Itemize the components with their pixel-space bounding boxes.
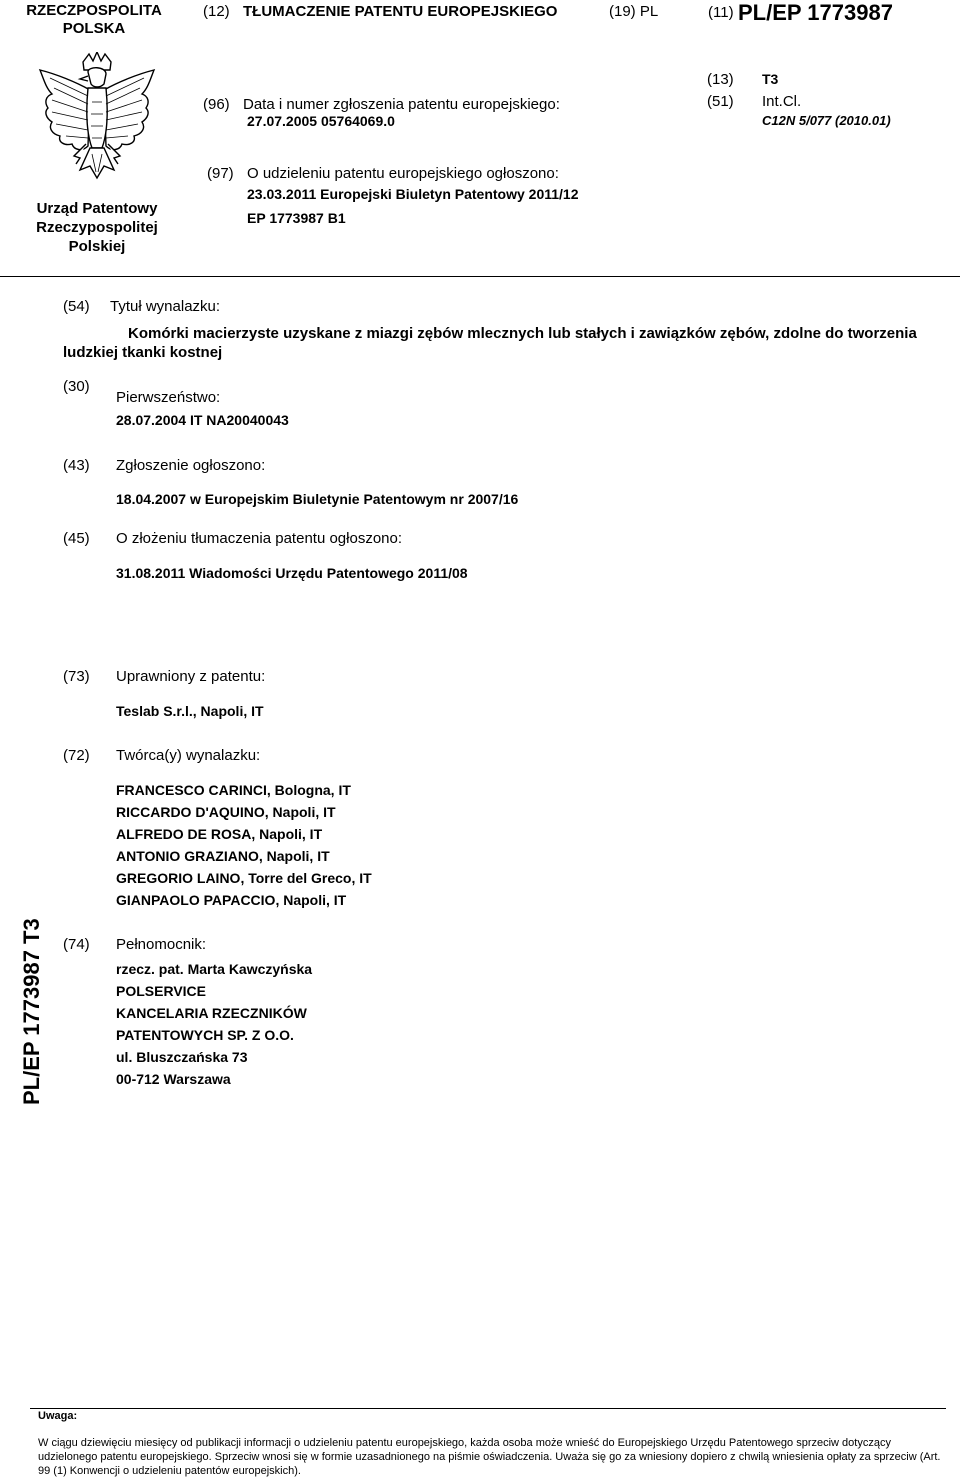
title-label: Tytuł wynalazku: <box>110 298 221 315</box>
list-item: ALFREDO DE ROSA, Napoli, IT <box>116 826 323 842</box>
document-type: TŁUMACZENIE PATENTU EUROPEJSKIEGO <box>243 3 558 20</box>
application-value: 27.07.2005 05764069.0 <box>247 113 395 129</box>
code-12: (12) <box>203 3 230 20</box>
footer-divider <box>30 1408 946 1409</box>
list-item: FRANCESCO CARINCI, Bologna, IT <box>116 782 351 798</box>
code-97: (97) <box>207 165 234 182</box>
kind-code: T3 <box>762 71 779 87</box>
translation-label: O złożeniu tłumaczenia patentu ogłoszono: <box>116 530 403 547</box>
code-72: (72) <box>63 747 90 764</box>
code-73: (73) <box>63 668 90 685</box>
list-item: GREGORIO LAINO, Torre del Greco, IT <box>116 870 372 886</box>
list-item: PATENTOWYCH SP. Z O.O. <box>116 1027 294 1043</box>
patent-office-name: Urząd Patentowy Rzeczypospolitej Polskiej <box>36 200 158 255</box>
code-43: (43) <box>63 457 90 474</box>
list-item: GIANPAOLO PAPACCIO, Napoli, IT <box>116 892 347 908</box>
country-name: RZECZPOSPOLITA POLSKA <box>26 2 162 37</box>
grant-value: 23.03.2011 Europejski Biuletyn Patentowy 2011/12 <box>247 186 579 202</box>
code-96: (96) <box>203 96 230 113</box>
polish-eagle-emblem-icon <box>36 52 158 189</box>
attorney-block <box>116 958 312 1090</box>
inventors-label: Twórca(y) wynalazku: <box>116 747 261 764</box>
list-item: 00-712 Warszawa <box>116 1071 231 1087</box>
grant-label: O udzieleniu patentu europejskiego ogłoszono: <box>247 165 559 182</box>
invention-title: Komórki macierzyste uzyskane z miazgi zębów mlecznych lub stałych i zawiązków zębów, zdolne do tworzenia ludzkiej tkanki kostnej <box>63 325 917 361</box>
list-item: POLSERVICE <box>116 983 206 999</box>
translation-value: 31.08.2011 Wiadomości Urzędu Patentowego 2011/08 <box>116 565 468 581</box>
application-published-value: 18.04.2007 w Europejskim Biuletynie Patentowym nr 2007/16 <box>116 491 519 507</box>
priority-value: 28.07.2004 IT NA20040043 <box>116 412 289 428</box>
list-item: rzecz. pat. Marta Kawczyńska <box>116 961 313 977</box>
proprietor-value: Teslab S.r.l., Napoli, IT <box>116 703 264 719</box>
header-divider <box>0 276 960 277</box>
proprietor-label: Uprawniony z patentu: <box>116 668 266 685</box>
inventors-list <box>116 779 372 911</box>
ep-number: EP 1773987 B1 <box>247 210 346 226</box>
code-13: (13) <box>707 71 734 88</box>
application-label: Data i numer zgłoszenia patentu europejskiego: <box>243 96 560 113</box>
intcl-value: C12N 5/077 (2010.01) <box>762 113 891 128</box>
notice-text: W ciągu dziewięciu miesięcy od publikacji informacji o udzieleniu patentu europejskiego, każda osoba może wnieść do Europejskiego Urzędu Patentowego sprzeciw dotyczący udzielonego patentu europejskiego. Sprzeciw wnosi się w formie uzasadnionego na piśmie oświadczenia. Uważa się go za wniesiony dopiero z chwilą wniesienia opłaty za sprzeciw (Art. 99 (1) Konwencji o udzieleniu patentów europejskich). <box>38 1437 941 1477</box>
code-30: (30) <box>63 378 90 395</box>
code-74: (74) <box>63 936 90 953</box>
code-11: (11) <box>708 4 734 21</box>
code-54: (54) <box>63 298 90 315</box>
list-item: ul. Bluszczańska 73 <box>116 1049 248 1065</box>
intcl-label: Int.Cl. <box>762 93 802 110</box>
code-51: (51) <box>707 93 734 110</box>
list-item: RICCARDO D'AQUINO, Napoli, IT <box>116 804 336 820</box>
list-item: ANTONIO GRAZIANO, Napoli, IT <box>116 848 330 864</box>
code-45: (45) <box>63 530 90 547</box>
patent-number: PL/EP 1773987 <box>738 0 893 25</box>
side-patent-label: PL/EP 1773987 T3 <box>19 918 44 1105</box>
code-19: (19) PL <box>609 3 659 20</box>
application-published-label: Zgłoszenie ogłoszono: <box>116 457 266 474</box>
notice-label: Uwaga: <box>38 1410 78 1422</box>
list-item: KANCELARIA RZECZNIKÓW <box>116 1005 307 1021</box>
attorney-label: Pełnomocnik: <box>116 936 207 953</box>
priority-label: Pierwszeństwo: <box>116 389 221 406</box>
